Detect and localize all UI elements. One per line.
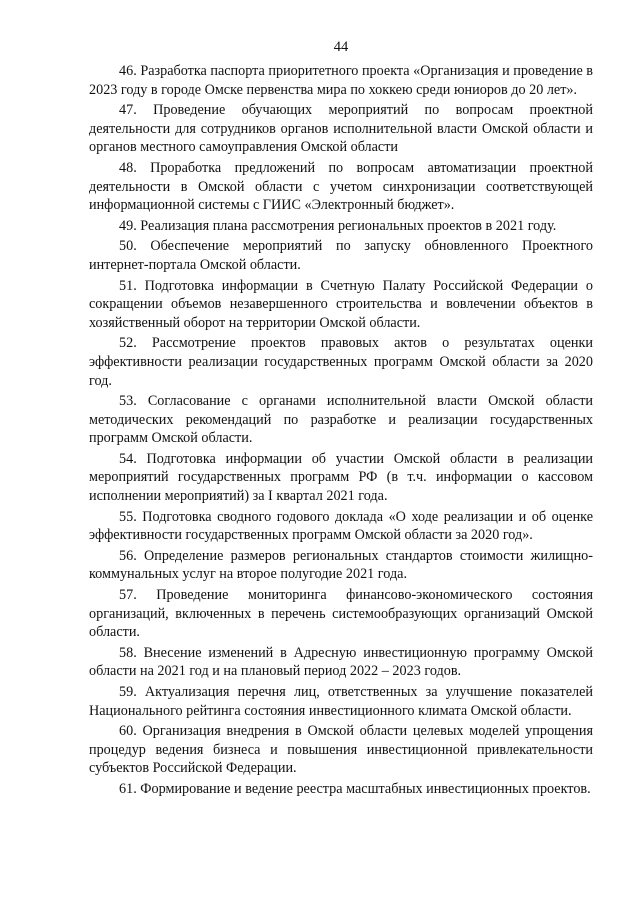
list-item bbox=[89, 101, 593, 157]
item-text: Внесение изменений в Адресную инвестиционную программу Омской области на 2021 год и на плановый период 2022 – 2023 годов. bbox=[89, 644, 593, 680]
item-number: 52. bbox=[119, 335, 137, 352]
item-number: 59. bbox=[119, 684, 137, 700]
list-item bbox=[89, 722, 593, 778]
item-text: Рассмотрение проектов правовых актов о результатах оценки эффективности реализации государственных программ Омской области за 2020 год. bbox=[89, 335, 593, 389]
item-text: Актуализация перечня лиц, ответственных за улучшение показателей Национального рейтинга состояния инвестиционного климата Омской области. bbox=[89, 684, 594, 719]
list-item bbox=[89, 217, 593, 236]
item-number: 56. bbox=[119, 547, 137, 564]
item-number: 47. bbox=[119, 102, 137, 119]
item-text: Согласование с органами исполнительной власти Омской области методических рекомендаций по разработке и реализации государственных программ Омской области. bbox=[89, 393, 593, 447]
list-item bbox=[89, 450, 593, 506]
list-item bbox=[89, 237, 593, 274]
item-number: 55. bbox=[119, 508, 137, 525]
list-item bbox=[89, 159, 593, 215]
list-item bbox=[89, 644, 593, 681]
item-number: 48. bbox=[119, 159, 137, 176]
item-text: Определение размеров региональных стандартов стоимости жилищно-коммунальных услуг на второе полугодие 2021 года. bbox=[89, 547, 593, 583]
list-item bbox=[89, 334, 593, 390]
item-number: 61. bbox=[119, 780, 137, 797]
item-text: Обеспечение мероприятий по запуску обновленного Проектного интернет-портала Омской области. bbox=[89, 238, 594, 273]
list-item bbox=[89, 780, 593, 799]
list-item bbox=[89, 683, 593, 720]
item-number: 57. bbox=[119, 587, 137, 604]
list-item bbox=[89, 392, 593, 448]
item-number: 49. bbox=[119, 217, 137, 234]
item-text: Проведение мониторинга финансово-экономического состояния организаций, включенных в перечень системообразующих организаций Омской области. bbox=[89, 587, 594, 641]
item-text: Проработка предложений по вопросам автоматизации проектной деятельности в Омской области с учетом синхронизации соответствующей информационной системы с ГИИС «Электронный бюджет». bbox=[89, 159, 593, 214]
item-text: Разработка паспорта приоритетного проекта «Организация и проведение в 2023 году в городе Омске первенства мира по хоккею среди юниоров до 20 лет». bbox=[89, 63, 594, 98]
item-text: Подготовка информации в Счетную Палату Российской Федерации о сокращении объемов незавершенного строительства и вовлечении объектов в хозяйственный оборот на территории Омской области. bbox=[89, 277, 593, 331]
item-number: 54. bbox=[119, 450, 137, 467]
item-text: Подготовка информации об участии Омской области в реализации мероприятий государственных программ РФ (в т.ч. информации о кассовом исполнении мероприятий) за I квартал 2021 года. bbox=[89, 450, 594, 505]
list-item bbox=[89, 547, 593, 584]
item-text: Формирование и ведение реестра масштабных инвестиционных проектов. bbox=[140, 780, 591, 797]
page-number: 44 bbox=[333, 39, 349, 55]
item-number: 58. bbox=[119, 644, 137, 661]
item-number: 46. bbox=[119, 63, 137, 79]
item-text: Реализация плана рассмотрения региональных проектов в 2021 году. bbox=[140, 217, 557, 234]
item-number: 53. bbox=[119, 393, 137, 410]
item-text: Организация внедрения в Омской области целевых моделей упрощения процедур ведения бизнеса и повышения инвестиционной привлекательности субъектов Российской Федерации. bbox=[89, 723, 593, 777]
item-text: Подготовка сводного годового доклада «О ходе реализации и об оценке эффективности государственных программ Омской области за 2020 год». bbox=[89, 508, 594, 544]
item-number: 50. bbox=[119, 238, 137, 255]
list-item bbox=[89, 586, 593, 642]
item-number: 60. bbox=[119, 723, 137, 740]
item-number: 51. bbox=[119, 277, 137, 294]
list-item bbox=[89, 62, 593, 99]
item-text: Проведение обучающих мероприятий по вопросам проектной деятельности для сотрудников органов исполнительной власти Омской области и органов местного самоуправления Омской области bbox=[89, 102, 593, 156]
list-item bbox=[89, 277, 593, 333]
list-item bbox=[89, 508, 593, 545]
